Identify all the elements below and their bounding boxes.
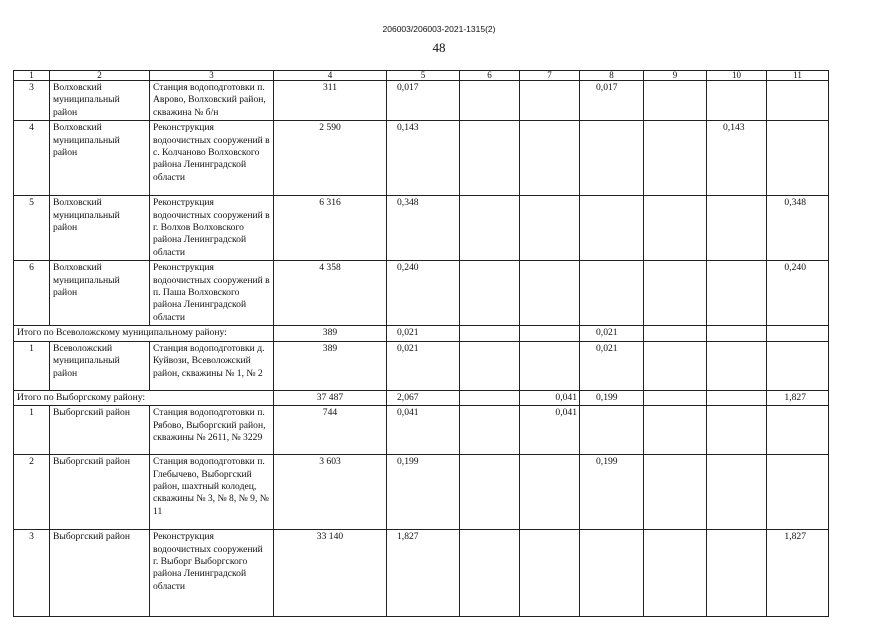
cell-c10 (707, 530, 767, 617)
cell-c10 (707, 455, 767, 530)
cell-c11 (767, 406, 829, 455)
table-row (14, 196, 829, 261)
cell-c11 (767, 81, 829, 121)
column-number-cell: 11 (767, 71, 829, 81)
subtotal-row (14, 326, 829, 341)
cell-c10 (707, 326, 767, 341)
column-number-cell: 2 (50, 71, 150, 81)
cell-c9 (644, 530, 707, 617)
cell-c6 (460, 261, 520, 326)
cell-c9 (644, 121, 707, 196)
column-number-cell: 4 (274, 71, 387, 81)
cell-object: Реконструкция водоочистных сооружений в п. Паша Волховского района Ленинградской области (150, 261, 274, 326)
cell-c11 (767, 121, 829, 196)
cell-c11: 0,240 (767, 261, 829, 326)
cell-district: Волховский муниципальный район (50, 121, 150, 196)
cell-district: Волховский муниципальный район (50, 261, 150, 326)
cell-n: 5 (14, 196, 50, 261)
cell-c8 (580, 261, 644, 326)
column-number-cell: 3 (150, 71, 274, 81)
cell-c11: 0,348 (767, 196, 829, 261)
cell-district: Волховский муниципальный район (50, 196, 150, 261)
cell-c4: 2 590 (274, 121, 387, 196)
cell-c7 (520, 81, 580, 121)
cell-object: Станция водоподготовки п. Аврово, Волховский район, скважина № б/н (150, 81, 274, 121)
cell-c7: 0,041 (520, 406, 580, 455)
cell-c10 (707, 261, 767, 326)
cell-c9 (644, 196, 707, 261)
cell-c6 (460, 81, 520, 121)
cell-c9 (644, 406, 707, 455)
column-number-cell: 6 (460, 71, 520, 81)
total-label: Итого по Выборгскому району: (14, 390, 274, 405)
cell-c8 (580, 196, 644, 261)
cell-c4: 4 358 (274, 261, 387, 326)
cell-object: Станция водоподготовки д. Куйвози, Всеволожский район, скважины № 1, № 2 (150, 341, 274, 390)
document-id: 206003/206003-2021-1315(2) (382, 24, 496, 34)
cell-c7 (520, 261, 580, 326)
cell-c4: 311 (274, 81, 387, 121)
cell-c5: 0,143 (387, 121, 460, 196)
table-row (14, 341, 829, 390)
cell-district: Выборгский район (50, 455, 150, 530)
cell-c11 (767, 455, 829, 530)
cell-object: Реконструкция водоочистных сооружений в с. Колчаново Волховского района Ленинградской области (150, 121, 274, 196)
column-number-cell: 8 (580, 71, 644, 81)
cell-c9 (644, 341, 707, 390)
column-number-cell: 5 (387, 71, 460, 81)
cell-c5: 0,017 (387, 81, 460, 121)
cell-c10 (707, 341, 767, 390)
cell-c8 (580, 121, 644, 196)
cell-n: 3 (14, 81, 50, 121)
cell-c8 (580, 530, 644, 617)
cell-object: Реконструкция водоочистных сооружений г. Выборг Выборгского района Ленинградской области (150, 530, 274, 617)
cell-c4: 744 (274, 406, 387, 455)
cell-c10 (707, 390, 767, 405)
cell-c4: 3 603 (274, 455, 387, 530)
cell-object: Станция водоподготовки п. Глебычево, Выборгский район, шахтный колодец, скважины № 3, № 8, № 9, № 11 (150, 455, 274, 530)
cell-object: Реконструкция водоочистных сооружений в г. Волхов Волховского района Ленинградской области (150, 196, 274, 261)
cell-c11: 1,827 (767, 390, 829, 405)
cell-c10 (707, 81, 767, 121)
cell-c10: 0,143 (707, 121, 767, 196)
cell-c4: 389 (274, 326, 387, 341)
cell-c9 (644, 326, 707, 341)
cell-c5: 2,067 (387, 390, 460, 405)
cell-c7 (520, 530, 580, 617)
cell-c9 (644, 261, 707, 326)
cell-c11: 1,827 (767, 530, 829, 617)
cell-c8 (580, 406, 644, 455)
cell-c7 (520, 341, 580, 390)
cell-c9 (644, 81, 707, 121)
data-table (13, 70, 829, 617)
cell-c4: 33 140 (274, 530, 387, 617)
cell-c6 (460, 341, 520, 390)
column-number-row (14, 71, 829, 81)
cell-object: Станция водоподготовки п. Рябово, Выборгский район, скважины № 2611, № 3229 (150, 406, 274, 455)
cell-c6 (460, 390, 520, 405)
subtotal-row (14, 390, 829, 405)
cell-c5: 0,041 (387, 406, 460, 455)
cell-c7 (520, 326, 580, 341)
cell-c5: 0,021 (387, 326, 460, 341)
cell-c8: 0,021 (580, 341, 644, 390)
cell-c7: 0,041 (520, 390, 580, 405)
column-number-cell: 9 (644, 71, 707, 81)
table-row (14, 81, 829, 121)
cell-n: 3 (14, 530, 50, 617)
cell-district: Выборгский район (50, 530, 150, 617)
cell-c8: 0,199 (580, 455, 644, 530)
cell-c10 (707, 196, 767, 261)
cell-district: Всеволожский муниципальный район (50, 341, 150, 390)
cell-n: 1 (14, 406, 50, 455)
cell-district: Выборгский район (50, 406, 150, 455)
cell-c9 (644, 455, 707, 530)
table-row (14, 455, 829, 530)
cell-c8: 0,017 (580, 81, 644, 121)
cell-n: 1 (14, 341, 50, 390)
cell-c8: 0,021 (580, 326, 644, 341)
cell-c5: 0,199 (387, 455, 460, 530)
cell-c6 (460, 455, 520, 530)
cell-c6 (460, 406, 520, 455)
cell-c7 (520, 455, 580, 530)
table-row (14, 406, 829, 455)
column-number-cell: 7 (520, 71, 580, 81)
cell-c7 (520, 121, 580, 196)
cell-c11 (767, 326, 829, 341)
table-row (14, 530, 829, 617)
cell-c6 (460, 326, 520, 341)
cell-c4: 37 487 (274, 390, 387, 405)
cell-c10 (707, 406, 767, 455)
cell-c6 (460, 196, 520, 261)
cell-n: 6 (14, 261, 50, 326)
cell-c5: 0,240 (387, 261, 460, 326)
cell-c4: 389 (274, 341, 387, 390)
cell-n: 2 (14, 455, 50, 530)
cell-n: 4 (14, 121, 50, 196)
cell-c9 (644, 390, 707, 405)
cell-c7 (520, 196, 580, 261)
column-number-cell: 10 (707, 71, 767, 81)
cell-c8: 0,199 (580, 390, 644, 405)
cell-c5: 0,021 (387, 341, 460, 390)
page-number: 48 (432, 40, 446, 55)
column-number-cell: 1 (14, 71, 50, 81)
total-label: Итого по Всеволожскому муниципальному району: (14, 326, 274, 341)
cell-c5: 0,348 (387, 196, 460, 261)
table-row (14, 121, 829, 196)
cell-c6 (460, 530, 520, 617)
cell-c4: 6 316 (274, 196, 387, 261)
cell-c5: 1,827 (387, 530, 460, 617)
cell-c6 (460, 121, 520, 196)
cell-district: Волховский муниципальный район (50, 81, 150, 121)
cell-c11 (767, 341, 829, 390)
table-row (14, 261, 829, 326)
